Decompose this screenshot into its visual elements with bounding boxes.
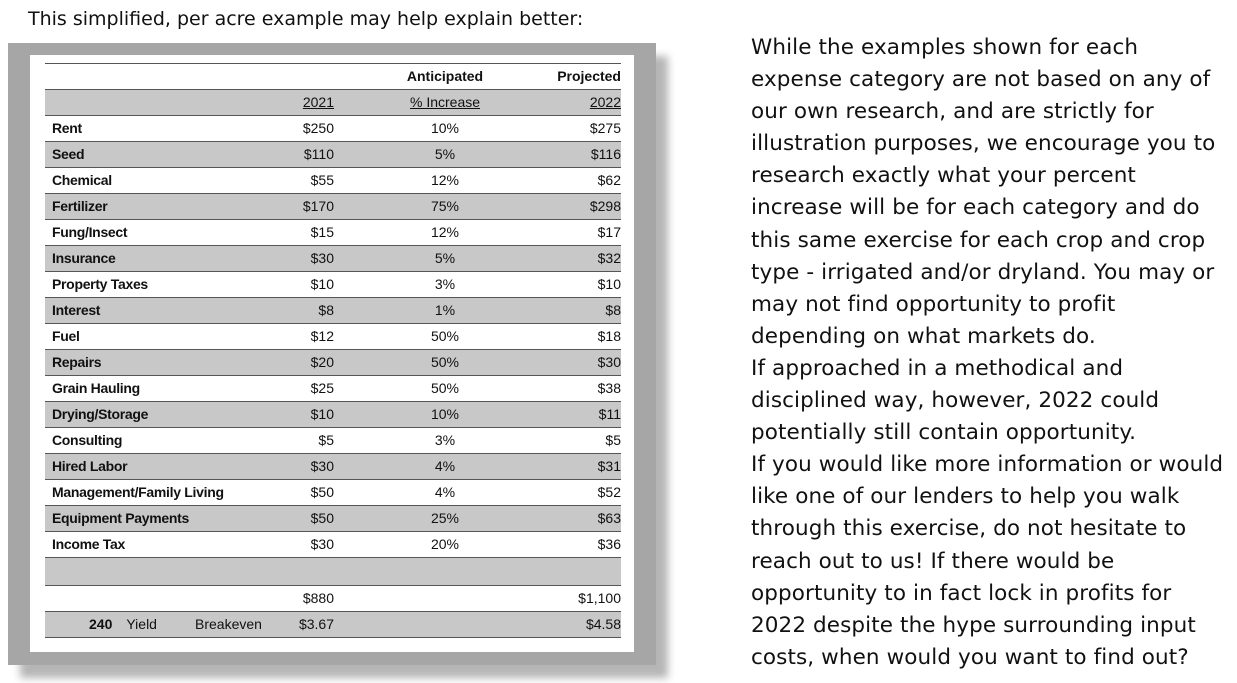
row-value-2021: $170: [302, 198, 334, 214]
row-name: Fertilizer: [52, 198, 108, 214]
row-value-2022: $17: [597, 224, 621, 240]
row-value-2021: $12: [310, 328, 334, 344]
row-value-2022: $275: [589, 120, 621, 136]
row-value-2021: $55: [310, 172, 334, 188]
row-value-2021: $30: [310, 536, 334, 552]
row-value-2022: $10: [597, 276, 621, 292]
table-row: [45, 246, 621, 272]
total-2022: $1,100: [578, 590, 621, 606]
page-heading: This simplified, per acre example may help explain better:: [28, 8, 584, 30]
row-value-2022: $62: [597, 172, 621, 188]
table-row: [45, 142, 621, 168]
table-row: [45, 272, 621, 298]
row-value-2022: $36: [597, 536, 621, 552]
explanation-paragraph-1: While the examples shown for each expense category are not based on any of our own research, and are strictly for illustration purposes, we encourage you to research exactly what your percent increase will be for each category and do this same exercise for each crop and crop type - irrigated and/or dryland. You may or may not find opportunity to profit depending on what markets do.: [751, 35, 1216, 349]
breakeven-2022: $4.58: [585, 616, 621, 632]
row-value-2022: $116: [590, 146, 621, 162]
row-value-2021: $5: [318, 432, 334, 448]
breakeven-2021: $3.67: [298, 616, 334, 632]
row-value-2022: $38: [597, 380, 621, 396]
row-value-2021: $110: [303, 146, 334, 162]
table-row: [45, 220, 621, 246]
header-2021: 2021: [302, 94, 334, 110]
row-value-2021: $10: [310, 276, 334, 292]
row-value-2022: $52: [597, 484, 621, 500]
row-value-2021: $250: [302, 120, 334, 136]
row-pct-increase: 50%: [430, 354, 460, 370]
header-anticipated: Anticipated: [406, 68, 484, 84]
table-header-row-1: [45, 63, 621, 90]
row-pct-increase: 4%: [434, 484, 456, 500]
table-row: [45, 428, 621, 454]
row-pct-increase: 75%: [430, 198, 460, 214]
table-totals-row: [45, 586, 621, 612]
table-body: [45, 116, 621, 558]
row-value-2021: $25: [310, 380, 334, 396]
row-value-2021: $50: [310, 510, 334, 526]
row-value-2021: $30: [310, 458, 334, 474]
row-name: Management/Family Living: [52, 484, 224, 500]
row-name: Interest: [52, 302, 101, 318]
row-value-2022: $298: [589, 198, 621, 214]
row-pct-increase: 3%: [434, 276, 456, 292]
row-name: Consulting: [52, 432, 123, 448]
row-pct-increase: 10%: [430, 120, 460, 136]
table-spacer-row: [45, 558, 621, 586]
row-name: Rent: [52, 120, 82, 136]
table-row: [45, 402, 621, 428]
table-row: [45, 506, 621, 532]
row-name: Equipment Payments: [52, 510, 189, 526]
row-pct-increase: 10%: [430, 406, 460, 422]
table-row: [45, 376, 621, 402]
row-pct-increase: 1%: [434, 302, 456, 318]
row-value-2022: $30: [597, 354, 621, 370]
yield-value: 240: [89, 616, 113, 632]
row-name: Chemical: [52, 172, 112, 188]
row-value-2021: $8: [318, 302, 334, 318]
row-value-2022: $63: [597, 510, 621, 526]
row-name: Seed: [52, 146, 85, 162]
table-row: [45, 116, 621, 142]
row-pct-increase: 3%: [434, 432, 456, 448]
row-name: Grain Hauling: [52, 380, 140, 396]
total-2021: $880: [302, 590, 334, 606]
row-name: Income Tax: [52, 536, 125, 552]
row-value-2021: $50: [310, 484, 334, 500]
row-value-2021: $20: [310, 354, 334, 370]
row-value-2022: $11: [598, 406, 621, 422]
table-row: [45, 480, 621, 506]
row-pct-increase: 20%: [430, 536, 460, 552]
row-name: Insurance: [52, 250, 116, 266]
row-name: Hired Labor: [52, 458, 128, 474]
row-value-2022: $5: [605, 432, 621, 448]
row-value-2021: $10: [310, 406, 334, 422]
table-row: [45, 532, 621, 558]
row-name: Repairs: [52, 354, 102, 370]
row-name: Fuel: [52, 328, 80, 344]
breakeven-label: Breakeven: [195, 616, 262, 632]
row-name: Drying/Storage: [52, 406, 149, 422]
yield-label: Yield: [126, 616, 157, 632]
row-pct-increase: 12%: [430, 172, 460, 188]
row-pct-increase: 5%: [434, 250, 456, 266]
header-projected: Projected: [557, 68, 621, 84]
row-value-2022: $31: [597, 458, 621, 474]
table-sheet: [30, 55, 634, 652]
row-value-2022: $32: [597, 250, 621, 266]
table-header-row-2: [45, 90, 621, 116]
table-breakeven-row: [45, 612, 621, 638]
explanation-paragraph-3: If you would like more information or would like one of our lenders to help you walk through this exercise, do not hesitate to reach out to us! If there would be opportunity to in fact lock in profits for 2022 despite the hype surrounding input costs, when would you want to find out?: [751, 452, 1224, 670]
table-frame: [8, 43, 656, 665]
table-row: [45, 454, 621, 480]
row-value-2022: $8: [605, 302, 621, 318]
expense-table: [45, 63, 621, 638]
table-row: [45, 350, 621, 376]
explanation-text: [751, 32, 1233, 674]
row-name: Fung/Insect: [52, 224, 128, 240]
table-row: [45, 194, 621, 220]
table-row: [45, 168, 621, 194]
explanation-paragraph-2: If approached in a methodical and disciplined way, however, 2022 could potentially still contain opportunity.: [751, 355, 1160, 446]
header-2022: 2022: [589, 94, 621, 110]
row-value-2021: $30: [310, 250, 334, 266]
row-pct-increase: 50%: [430, 380, 460, 396]
row-value-2021: $15: [310, 224, 334, 240]
row-pct-increase: 25%: [430, 510, 460, 526]
row-pct-increase: 4%: [434, 458, 456, 474]
row-pct-increase: 50%: [430, 328, 460, 344]
row-pct-increase: 12%: [430, 224, 460, 240]
row-pct-increase: 5%: [434, 146, 456, 162]
table-row: [45, 298, 621, 324]
header-pct-increase: % Increase: [409, 94, 481, 110]
table-row: [45, 324, 621, 350]
row-name: Property Taxes: [52, 276, 148, 292]
row-value-2022: $18: [597, 328, 621, 344]
